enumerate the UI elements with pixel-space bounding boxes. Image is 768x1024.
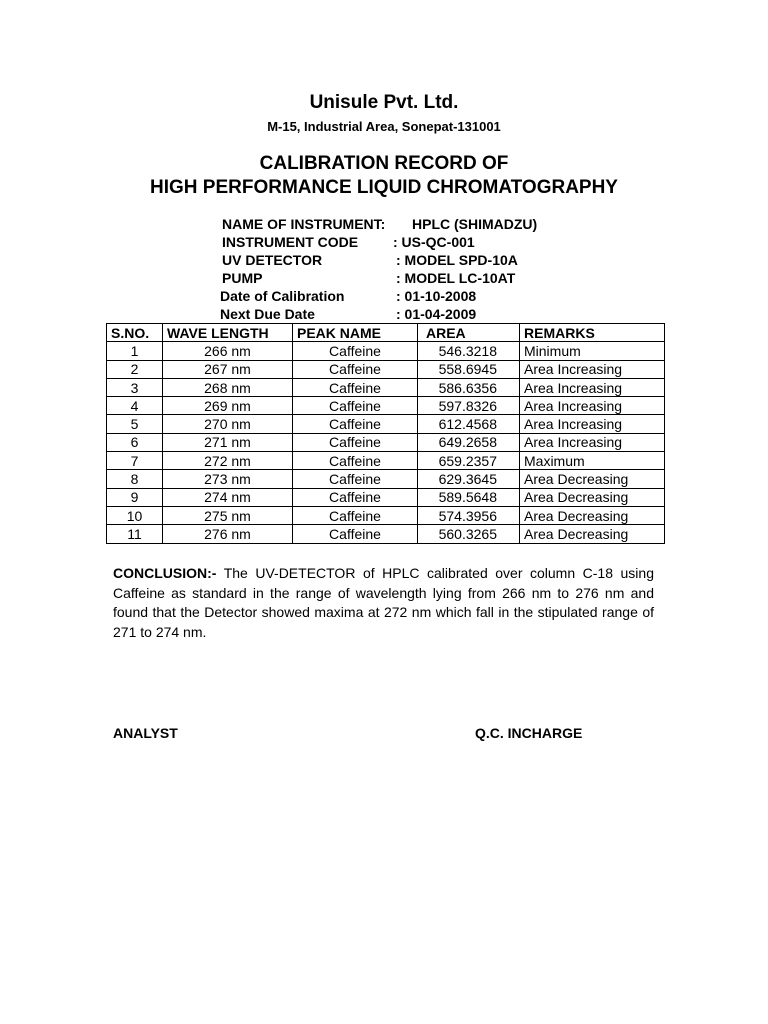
cell-sno: 8 (107, 470, 163, 488)
cell-remarks: Maximum (520, 452, 665, 470)
cell-area: 629.3645 (418, 470, 520, 488)
cell-area: 586.6356 (418, 378, 520, 396)
cell-sno: 5 (107, 415, 163, 433)
company-name: Unisule Pvt. Ltd. (309, 92, 459, 113)
cell-peak-name: Caffeine (293, 452, 418, 470)
cell-wave-length: 267 nm (163, 360, 293, 378)
cell-peak-name: Caffeine (293, 378, 418, 396)
cell-area: 589.5648 (418, 488, 520, 506)
cell-wave-length: 274 nm (163, 488, 293, 506)
cell-remarks: Area Increasing (520, 360, 665, 378)
cell-wave-length: 268 nm (163, 378, 293, 396)
cell-remarks: Area Decreasing (520, 506, 665, 524)
cell-peak-name: Caffeine (293, 470, 418, 488)
document-title-line-2: HIGH PERFORMANCE LIQUID CHROMATOGRAPHY (150, 177, 618, 198)
cell-peak-name: Caffeine (293, 360, 418, 378)
cell-remarks: Area Increasing (520, 397, 665, 415)
cell-area: 546.3218 (418, 342, 520, 360)
table-row (107, 452, 665, 470)
cell-wave-length: 270 nm (163, 415, 293, 433)
cell-sno: 4 (107, 397, 163, 415)
table-row (107, 378, 665, 396)
cell-sno: 6 (107, 433, 163, 451)
cell-remarks: Area Increasing (520, 415, 665, 433)
calibration-table (106, 323, 665, 544)
cell-peak-name: Caffeine (293, 415, 418, 433)
table-row (107, 415, 665, 433)
cell-peak-name: Caffeine (293, 397, 418, 415)
pump-label: PUMP (222, 270, 263, 286)
calibration-date-label: Date of Calibration (220, 288, 345, 304)
table-row (107, 525, 665, 543)
document-title-line-1: CALIBRATION RECORD OF (259, 153, 509, 174)
cell-area: 574.3956 (418, 506, 520, 524)
cell-sno: 11 (107, 525, 163, 543)
uv-detector-label: UV DETECTOR (222, 252, 323, 268)
cell-sno: 1 (107, 342, 163, 360)
cell-sno: 10 (107, 506, 163, 524)
cell-area: 612.4568 (418, 415, 520, 433)
table-row (107, 397, 665, 415)
cell-peak-name: Caffeine (293, 433, 418, 451)
cell-peak-name: Caffeine (293, 506, 418, 524)
company-address: M-15, Industrial Area, Sonepat-131001 (267, 119, 501, 134)
table-row (107, 360, 665, 378)
cell-remarks: Area Decreasing (520, 525, 665, 543)
instrument-code-label: INSTRUMENT CODE (222, 234, 359, 250)
cell-wave-length: 276 nm (163, 525, 293, 543)
cell-sno: 2 (107, 360, 163, 378)
cell-sno: 9 (107, 488, 163, 506)
cell-remarks: Area Increasing (520, 433, 665, 451)
cell-remarks: Area Decreasing (520, 488, 665, 506)
calibration-date-value: : 01-10-2008 (396, 288, 477, 304)
cell-sno: 3 (107, 378, 163, 396)
conclusion-text: The UV-DETECTOR of HPLC calibrated over column C-18 using Caffeine as standard in the range of wavelength lying from 266 nm to 276 nm and found that the Detector showed maxima at 272 nm which fall in the stipulated range of 271 to 274 nm. (113, 565, 654, 640)
cell-peak-name: Caffeine (293, 342, 418, 360)
cell-area: 649.2658 (418, 433, 520, 451)
cell-wave-length: 271 nm (163, 433, 293, 451)
cell-area: 558.6945 (418, 360, 520, 378)
header-peak-name: PEAK NAME (293, 324, 418, 342)
next-due-date-label: Next Due Date (220, 306, 315, 322)
cell-remarks: Area Increasing (520, 378, 665, 396)
cell-sno: 7 (107, 452, 163, 470)
cell-area: 560.3265 (418, 525, 520, 543)
cell-remarks: Area Decreasing (520, 470, 665, 488)
table-row (107, 506, 665, 524)
cell-wave-length: 273 nm (163, 470, 293, 488)
cell-peak-name: Caffeine (293, 488, 418, 506)
cell-wave-length: 275 nm (163, 506, 293, 524)
instrument-name-label: NAME OF INSTRUMENT: (222, 216, 386, 232)
instrument-name-value: HPLC (SHIMADZU) (412, 216, 538, 232)
header-sno: S.NO. (107, 324, 163, 342)
cell-area: 659.2357 (418, 452, 520, 470)
qc-incharge-signature-label: Q.C. INCHARGE (475, 725, 583, 741)
header-area: AREA (418, 324, 520, 342)
cell-remarks: Minimum (520, 342, 665, 360)
table-row (107, 488, 665, 506)
next-due-date-value: : 01-04-2009 (396, 306, 477, 322)
cell-area: 597.8326 (418, 397, 520, 415)
table-row (107, 470, 665, 488)
header-wave-length: WAVE LENGTH (163, 324, 293, 342)
uv-detector-value: : MODEL SPD-10A (396, 252, 518, 268)
conclusion-paragraph (113, 564, 654, 642)
analyst-signature-label: ANALYST (113, 725, 178, 741)
table-row (107, 342, 665, 360)
instrument-code-value: : US-QC-001 (393, 234, 475, 250)
cell-wave-length: 266 nm (163, 342, 293, 360)
table-header-row (107, 324, 665, 342)
conclusion-lead: CONCLUSION:- (113, 565, 217, 581)
pump-value: : MODEL LC-10AT (396, 270, 516, 286)
table-row (107, 433, 665, 451)
cell-wave-length: 269 nm (163, 397, 293, 415)
cell-peak-name: Caffeine (293, 525, 418, 543)
header-remarks: REMARKS (520, 324, 665, 342)
cell-wave-length: 272 nm (163, 452, 293, 470)
